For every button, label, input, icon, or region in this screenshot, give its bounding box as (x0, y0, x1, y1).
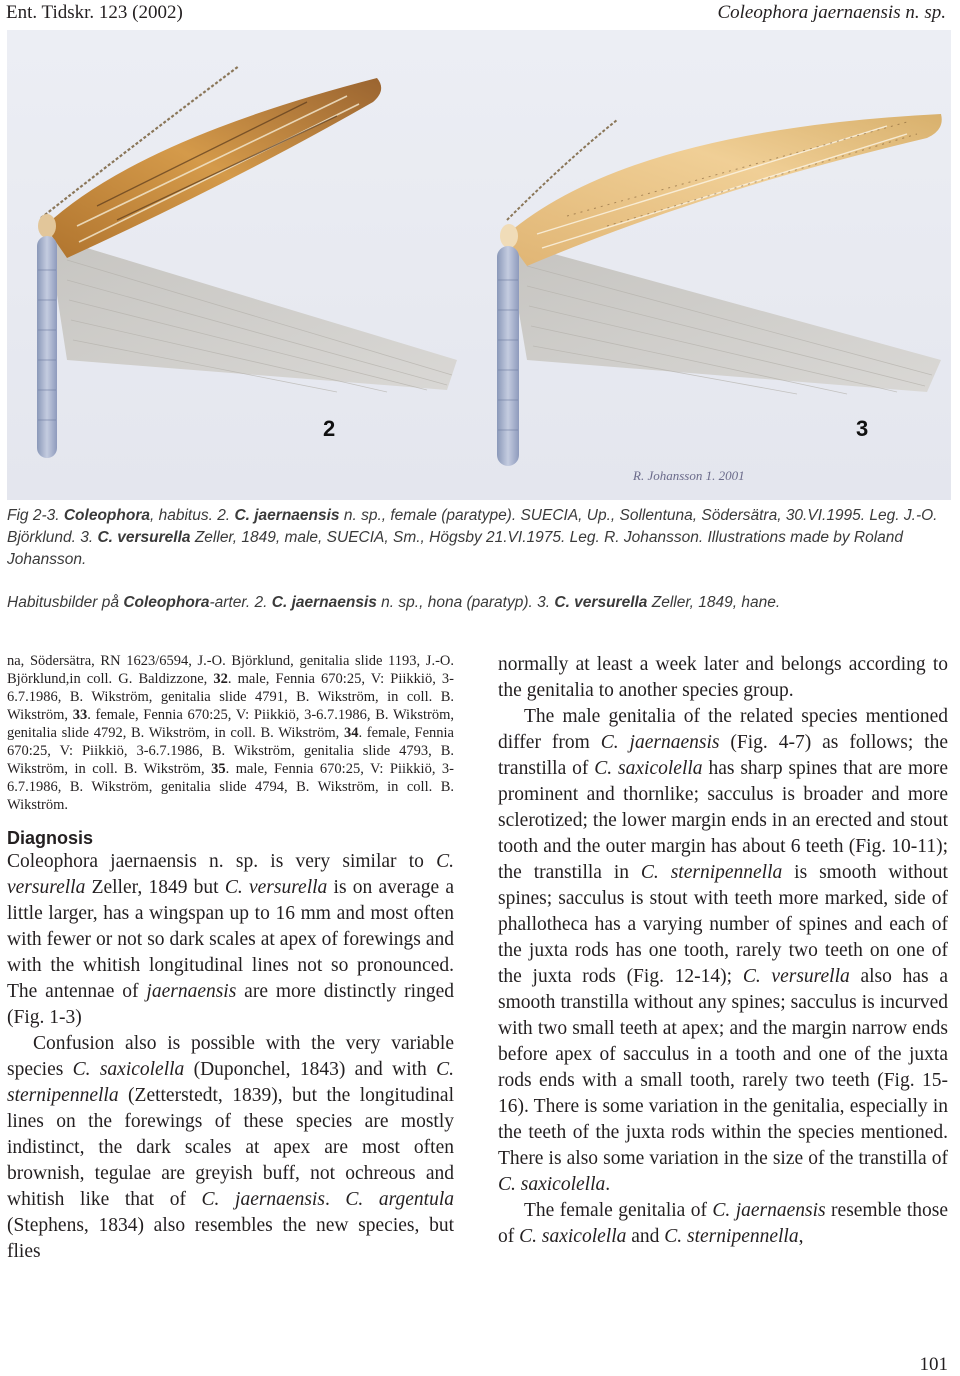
right-paragraph-2: The male genitalia of the related species mentioned differ from C. jaernaensis (Fig. 4-7) as follows; the transtilla of C. saxicolella has sharp spines that are more prominent and thornlike; sacculus is broader and more sclerotized; the lower margin ends in an erected and stout tooth and the outer margin has about 6 teeth (Fig. 10-11); the transtilla in C. sternipennella is smooth without spines; sacculus is stout with teeth more marked, side of phallotheca has a varying number of spines and each of the juxta rods has one tooth, rarely two teeth on one of the juxta rods (Fig. 12-14); C. versurella also has a smooth transtilla without any spines; sacculus is incurved with two small teeth at apex; and the margin narrow ends before apex of sacculus in a tooth and one of the juxta rods ends with a small tooth, rarely two teeth (Fig. 15-16). There is some variation in the genitalia, especially in the teeth of the juxta rods within the species mentioned. There is also some variation in the size of the transtilla of C. saxicolella. (498, 706, 949, 1195)
running-header-left: Ent. Tidskr. 123 (2002) (6, 2, 183, 23)
moth-habitus-figure (7, 30, 951, 500)
figure-label-2: 2 (323, 416, 336, 441)
section-heading-diagnosis: Diagnosis (7, 828, 94, 848)
diagnosis-text (7, 849, 454, 1265)
material-records: na, Södersätra, RN 1623/6594, J.-O. Björklund, genitalia slide 1193, J.-O. Björklund,in coll. G. Baldizzone, 32. male, Fennia 670:25, V: Piikkiö, 3-6.7.1986, B. Wikström, genitalia slide 4791, B. Wikström, in coll. B. Wikström, 33. female, Fennia 670:25, V: Piikkiö, 3-6.7.1986, B. Wikström, genitalia slide 4792, B. Wikström, in coll. B. Wikström, 34. female, Fennia 670:25, V: Piikkiö, 3-6.7.1986, B. Wikström, genitalia slide 4793, B. Wikström, in coll. B. Wikström, 35. male, Fennia 670:25, V: Piikkiö, 3-6.7.1986, B. Wikström, genitalia slide 4794, B. Wikström, in coll. B. Wikström. (7, 653, 454, 813)
left-column (7, 652, 454, 1265)
figure-caption-english: Fig 2-3. Coleophora, habitus. 2. C. jaernaensis n. sp., female (paratype). SUECIA, Up., Sollentuna, Södersätra, 30.VI.1995. Leg. J.-O. Björklund. 3. C. versurella Zeller, 1849, male, SUECIA, Sm., Högsby 21.VI.1975. Leg. R. Johansson. Illustrations made by Roland Johansson. (7, 507, 938, 568)
figure-label-3: 3 (856, 416, 869, 441)
right-paragraph-1: normally at least a week later and belongs according to the genitalia to another species group. (498, 654, 948, 701)
diagnosis-paragraph-1: Coleophora jaernaensis n. sp. is very similar to C. versurella Zeller, 1849 but C. versurella is on average a little larger, has a wingspan up to 16 mm and most often with fewer or not so dark scales at apex of forewings and with the whitish longitudinal lines not so pronounced. The antennae of jaernaensis are more distinctly ringed (Fig. 1-3) (7, 851, 455, 1028)
diagnosis-paragraph-2: Confusion also is possible with the very variable species C. saxicolella (Duponchel, 1843) and with C. sternipennella (Zetterstedt, 1839), but the longitudinal lines on the forewings of these species are mostly indistinct, the dark scales at apex are most often brownish, tegulae are greyish buff, not ochreous and whitish like that of C. jaernaensis. C. argentula (Stephens, 1834) also resembles the new species, but flies (7, 1033, 455, 1262)
artist-signature: R. Johansson 1. 2001 (633, 468, 745, 483)
page-number: 101 (919, 1354, 948, 1375)
figure-caption-swedish: Habitusbilder på Coleophora-arter. 2. C. jaernaensis n. sp., hona (paratyp). 3. C. versurella Zeller, 1849, hane. (7, 594, 781, 611)
running-header-right: Coleophora jaernaensis n. sp. (717, 2, 946, 23)
right-column (498, 652, 948, 1250)
right-paragraph-3: The female genitalia of C. jaernaensis resemble those of C. saxicolella and C. sternipennella, (498, 1200, 948, 1247)
